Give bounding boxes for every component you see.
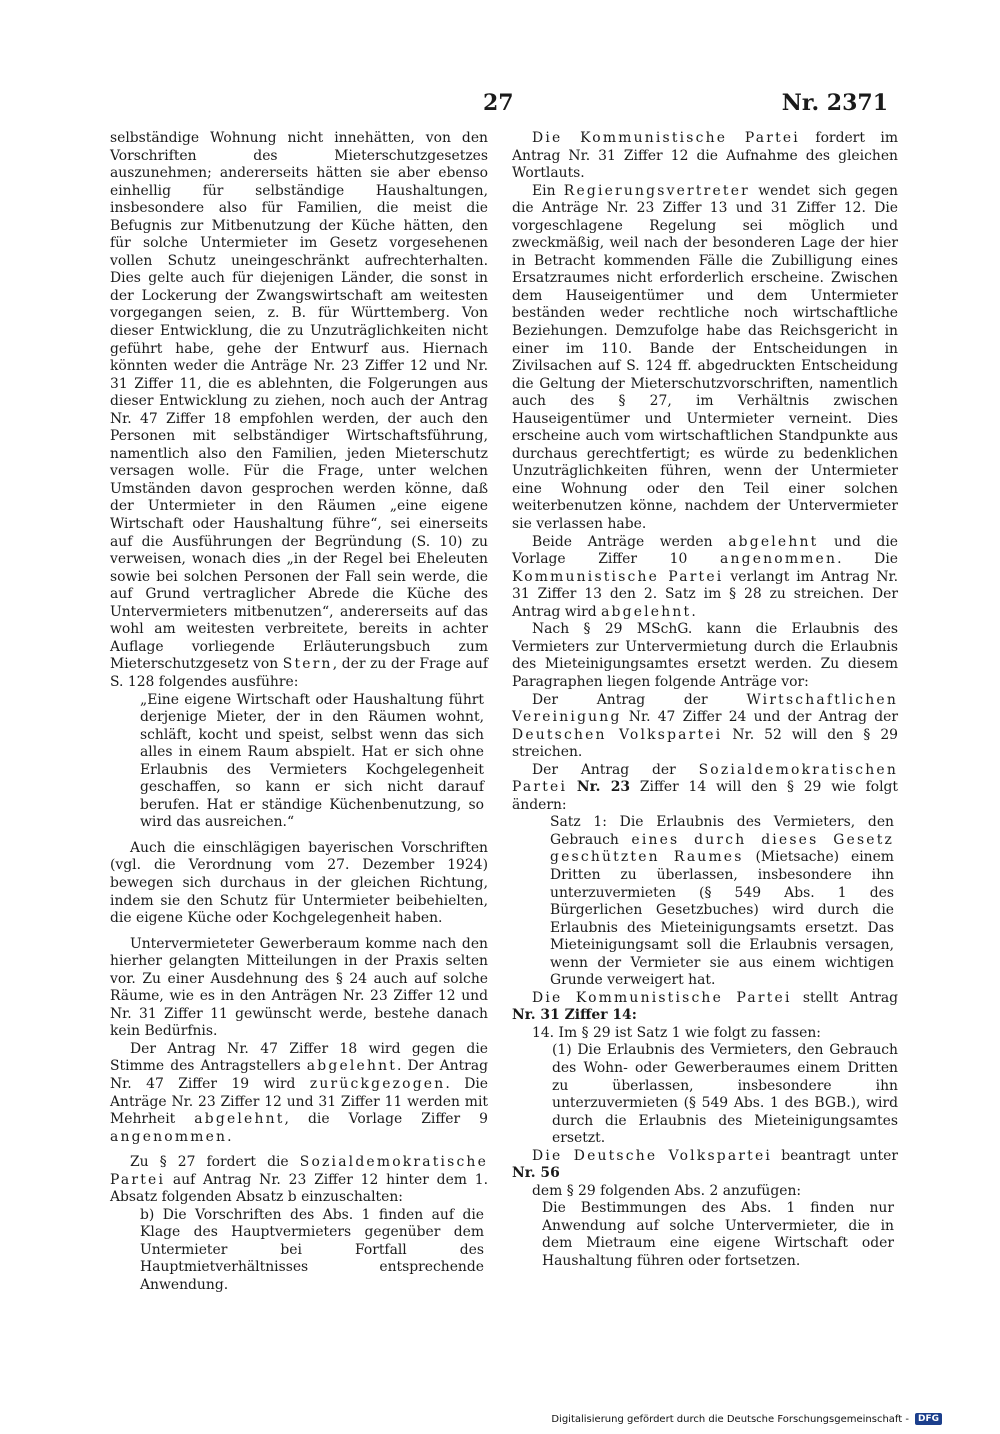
block-quote: b) Die Vorschriften des Abs. 1 finden auf die Klage des Hauptvermieters gegenüber dem Untermieter bei Fortfall des Hauptmietverhältnisses entsprechende Anwendung.	[140, 1206, 484, 1293]
list-item: 14. Im § 29 ist Satz 1 wie folgt zu fassen:	[532, 1024, 821, 1041]
paragraph: Die Deutsche Volkspartei beantragt unter Nr. 56	[512, 1147, 898, 1182]
paragraph: Untervermieteter Gewerberaum komme nach den hierher gelangten Mitteilungen in der Praxis selten vor. Zu einer Ausdehnung des § 24 auch auf solche Räume, wie es in den Anträgen Nr. 23 Ziffer 12 und Nr. 31 Ziffer 11 gewünscht werde, bestehe danach kein Bedürfnis.	[110, 935, 488, 1040]
paragraph: dem § 29 folgenden Abs. 2 anzufügen:	[532, 1182, 802, 1199]
paragraph: Die Kommunistische Partei stellt Antrag Nr. 31 Ziffer 14:	[512, 989, 899, 1024]
block-quote: Satz 1: Die Erlaubnis des Vermieters, den Gebrauch eines durch dieses Gesetz geschützten Raumes (Mietsache) einem Dritten zu überlassen, insbesondere ihn unterzuvermieten (§ 549 Abs. 1 des Bürgerlichen Gesetzbuches) wird durch die Erlaubnis des Mieteinigungsamts ersetzt. Das Mieteinigungsamt soll die Erlaubnis versagen, wenn der Vermieter sie aus einem wichtigen Grunde verweigert hat.	[550, 814, 894, 989]
right-column	[512, 130, 898, 1271]
paragraph: Beide Anträge werden abgelehnt und die Vorlage Ziffer 10 angenommen. Die Kommunistische Partei verlangt im Antrag Nr. 31 Ziffer 13 den 2. Satz im § 28 zu streichen. Der Antrag wird abgelehnt.	[512, 533, 898, 620]
spaced-text: Stern	[282, 656, 333, 673]
paragraph: Der Antrag der Sozialdemokratischen Partei Nr. 23 Ziffer 14 will den § 29 wie folgt ändern:	[512, 761, 899, 813]
page-number: 27	[483, 90, 514, 116]
paragraph: Der Antrag Nr. 47 Ziffer 18 wird gegen die Stimme des Antragstellers abgelehnt. Der Antrag Nr. 47 Ziffer 19 wird zurückgezogen. Die Anträge Nr. 23 Ziffer 12 und 31 Ziffer 11 werden mit Mehrheit abgelehnt, die Vorlage Ziffer 9 angenommen.	[110, 1040, 488, 1145]
left-column	[110, 130, 488, 1295]
paragraph: Zu § 27 fordert die Sozialdemokratische Partei auf Antrag Nr. 23 Ziffer 12 hinter dem 1. Absatz folgenden Absatz b einzuschalten:	[110, 1154, 488, 1206]
paragraph: selbständige Wohnung nicht innehätten, von den Vorschriften des Mieterschutzgesetzes auszunehmen; andererseits hätten sie aber ebenso einhellig für selbständige Haushaltungen, insbesondere also für Familien, die meist die Befugnis zur Mitbenutzung der Küche hätten, den für solche Untermieter im Gesetz vorgesehenen vollen Schutz uneingeschränkt aufrechterhalten. Dies gelte auch für diejenigen Länder, die sonst in der Lockerung der Zwangswirtschaft am weitesten vorgegangen seien, z. B. für Württemberg. Von dieser Entwicklung, die zu Unzuträglichkeiten nicht geführt habe, gehe der Entwurf aus. Hiernach könnten weder die Anträge Nr. 23 Ziffer 12 und Nr. 31 Ziffer 11, die es ablehnten, die Folgerungen aus dieser Entwicklung zu ziehen, noch auch der Antrag Nr. 47 Ziffer 18 empfohlen werden, der auch den Personen mit selbständiger Wirtschaftsführung, namentlich also den Familien, jeden Mieterschutz versagen wolle. Für die Frage, unter welchen Umständen davon gesprochen werden könne, daß der Untermieter in den Räumen „eine eigene Wirtschaft oder Haushaltung führe“, sei einerseits auf die Ausführungen der Begründung (S. 10) zu verweisen, wonach dies „in der Regel bei Eheleuten sowie bei solchen Personen der Fall sein werde, die auf Grund vertraglicher Abrede die Küche des Untervermieters mitbenutzen“, andererseits auf das wohl am weitesten verbreitete, bereits in achter Auflage vorliegende Erläuterungsbuch zum Mieterschutzgesetz von Stern, der zu der Frage auf S. 128 folgendes ausführe:	[110, 130, 488, 690]
paragraph: Auch die einschlägigen bayerischen Vorschriften (vgl. die Verordnung vom 27. Dezember 1924) bewegen sich durchaus in der gleichen Richtung, indem sie den Schutz für Untermieter beibehielten, die eigene Küche oder Kochgelegenheit haben.	[110, 839, 488, 927]
paragraph: Die Kommunistische Partei fordert im Antrag Nr. 31 Ziffer 12 die Aufnahme des gleichen Wortlauts.	[512, 130, 898, 182]
block-quote: Die Bestimmungen des Abs. 1 finden nur Anwendung auf solche Untervermieter, die in dem Mietraum eine eigene Wirtschaft oder Haushaltung führen oder fortsetzen.	[542, 1200, 894, 1269]
paragraph: Nach § 29 MSchG. kann die Erlaubnis des Vermieters zur Untervermietung durch die Erlaubnis des Mieteinigungsamtes ersetzt werden. Zu diesem Paragraphen liegen folgende Anträge vor:	[512, 621, 898, 690]
block-quote: (1) Die Erlaubnis des Vermieters, den Gebrauch des Wohn- oder Gewerberaumes einem Dritten zu überlassen, insbesondere ihn unterzuvermieten (§ 549 Abs. 1 des BGB.), wird durch die Erlaubnis des Mieteinigungsamtes ersetzt.	[552, 1042, 898, 1147]
block-quote: „Eine eigene Wirtschaft oder Haushaltung führt derjenige Mieter, der in den Räumen wohnt, schläft, kocht und speist, selbst wenn das sich alles in einem Raum abspielt. Hat er sich ohne Erlaubnis des Vermieters Kochgelegenheit geschaffen, so kann er sich nicht darauf berufen. Hat er ständige Küchenbenutzung, so wird das ausreichen.“	[140, 691, 484, 831]
funding-footer	[551, 1413, 942, 1425]
footer-text: Digitalisierung gefördert durch die Deutsche Forschungsgemeinschaft -	[551, 1413, 909, 1425]
document-number: Nr. 2371	[781, 90, 888, 116]
dfg-logo: DFG	[915, 1413, 942, 1425]
paragraph: Der Antrag der Wirtschaftlichen Vereinigung Nr. 47 Ziffer 24 und der Antrag der Deutschen Volkspartei Nr. 52 will den § 29 streichen.	[512, 691, 899, 761]
paragraph: Ein Regierungsvertreter wendet sich gegen die Anträge Nr. 23 Ziffer 13 und 31 Ziffer 12. Die vorgeschlagene Regelung sei möglich und zweckmäßig, weil nach der besonderen Lage der hier in Betracht kommenden Fälle die Zubilligung eines Ersatzraumes nicht erforderlich erscheine. Zwischen dem Hauseigentümer und dem Untermieter beständen weder rechtliche noch wirtschaftliche Beziehungen. Demzufolge habe das Reichsgericht in einer im 110. Bande der Entscheidungen in Zivilsachen auf S. 124 ff. abgedruckten Entscheidung die Geltung der Mieterschutzvorschriften, namentlich auch des § 27, im Verhältnis zwischen Hauseigentümer und Untermieter verneint. Dies erscheine auch vom wirtschaftlichen Standpunkte aus durchaus gerechtfertigt; es würde zu bedenklichen Unzuträglichkeiten führen, wenn der Untermieter eine Wohnung oder den Teil einer solchen weiterbenutzen könne, nachdem der Untervermieter sie verlassen habe.	[512, 182, 898, 533]
